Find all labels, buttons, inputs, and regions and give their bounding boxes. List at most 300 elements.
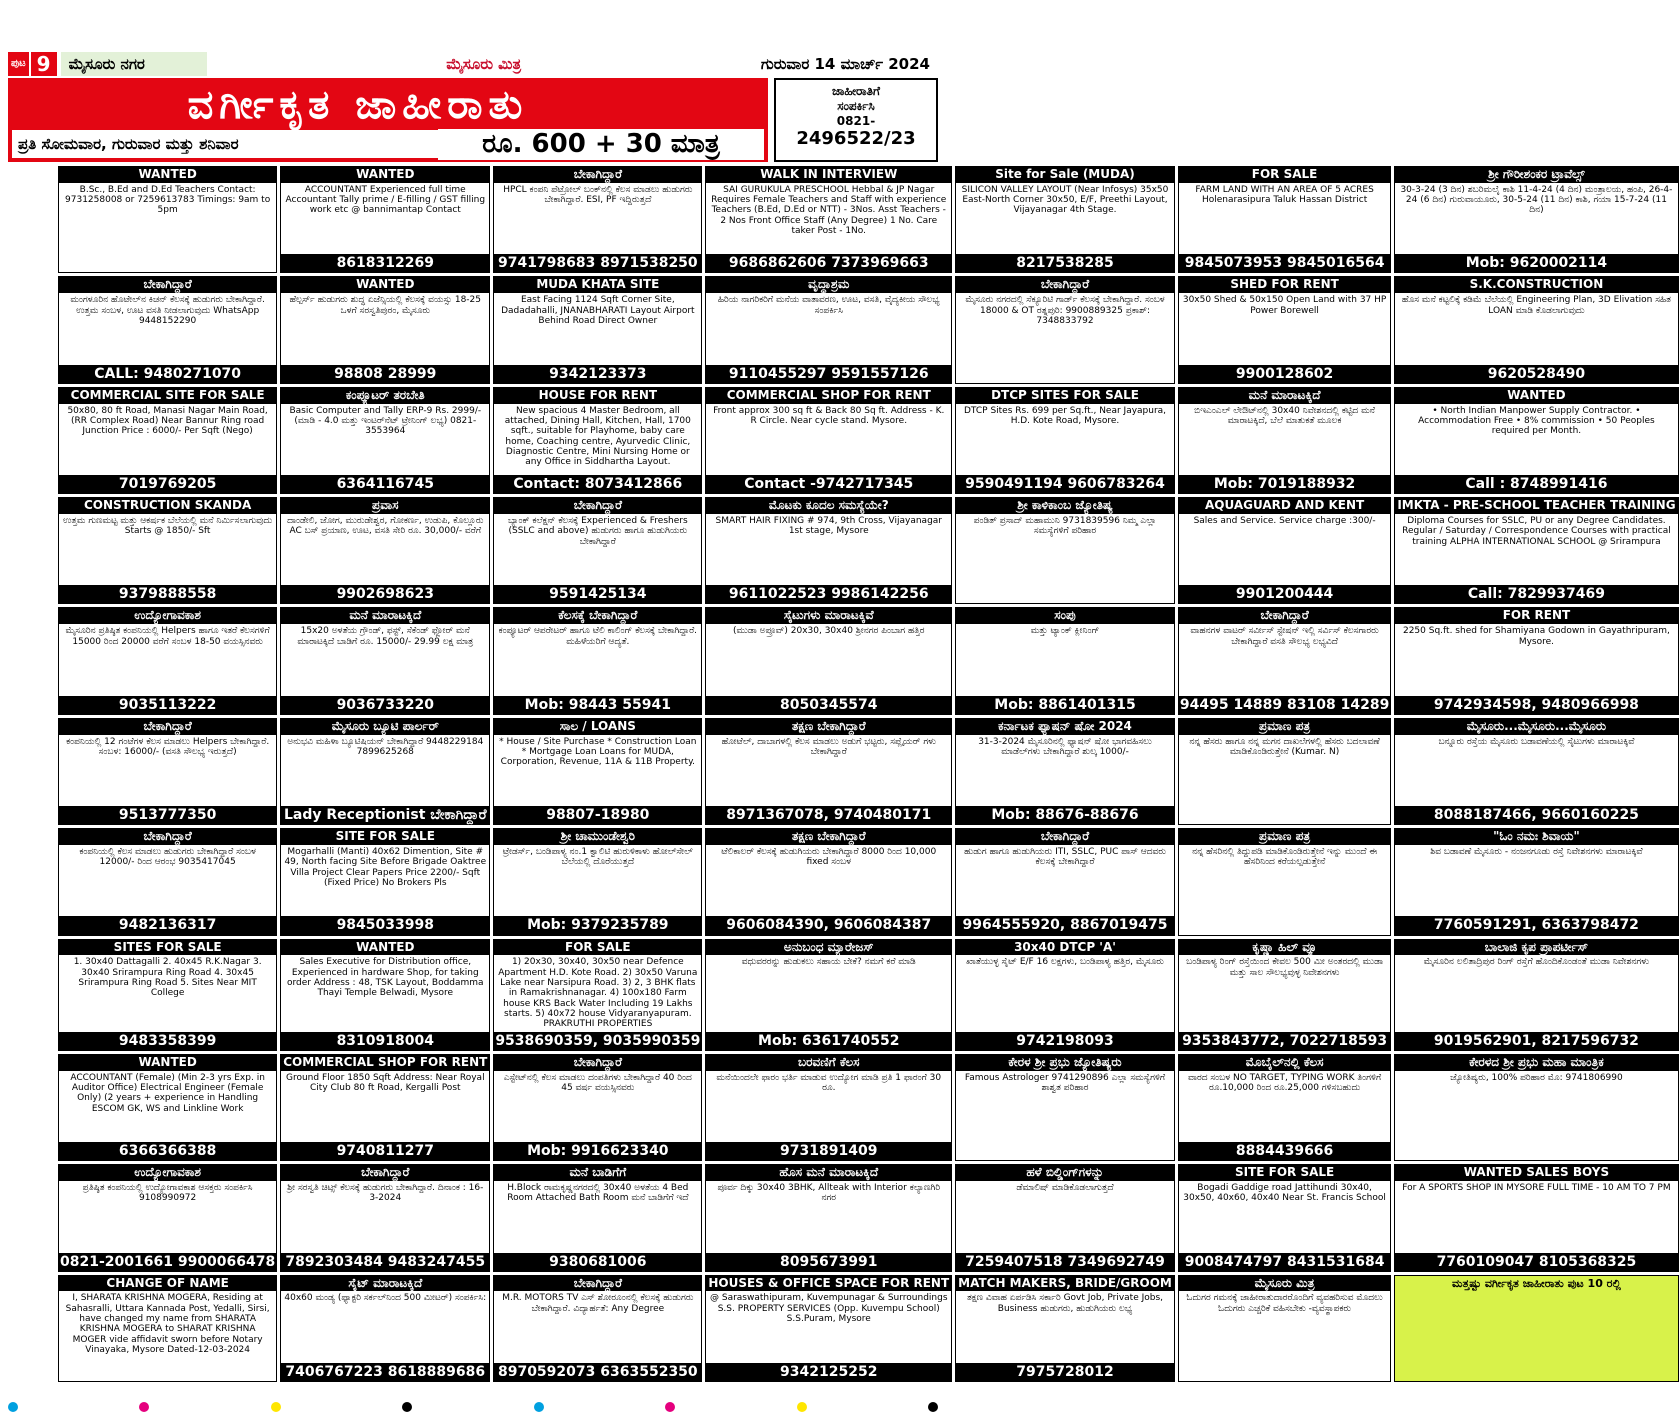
ad-body: ಪೂರ್ವ ದಿಕ್ಕು 30x40 3BHK, Allteak with Interior ಕಲ್ಯಾಣಗಿರಿ ನಗರ — [717, 1183, 941, 1204]
ad-phone: 9845033998 — [281, 916, 489, 934]
ad-heading: MATCH MAKERS, BRIDE/GROOM — [958, 1275, 1172, 1290]
ad-body: H.Block ರಾಮಕೃಷ್ಣನಗರದಲ್ಲಿ 30x40 ಅಳತೆಯ 4 Bed Room Attached Bath Room ಮನೆ ಬಾಡಿಗೆಗೆ ಇದೆ — [507, 1183, 689, 1204]
ad-body: 1. 30x40 Dattagalli 2. 40x45 R.K.Nagar 3. 30x40 Srirampura Ring Road 4. 30x45 Srirampura Ring Road 5. Sites Near MIT College — [73, 957, 262, 999]
classified-ad — [1178, 828, 1391, 935]
ad-heading: ಸಾಲ / LOANS — [494, 719, 701, 735]
ad-body: ಬನ್ನೂರು ರಸ್ತೆಯ ಮೈಸೂರು ಬಡಾವಣೆಯಲ್ಲಿ ಸೈಟುಗಳು ಮಾರಾಟಕ್ಕಿವೆ — [1438, 736, 1635, 747]
classified-ad — [1394, 828, 1678, 935]
ad-body: ವಾಹನಗಳ ವಾಟರ್ ಸರ್ವೀಸ್ ಸ್ಟೇಷನ್ ಇಲ್ಲಿ ಸರ್ವಿಸ್ ಕೆಲಸಗಾರರು ಬೇಕಾಗಿದ್ದಾರೆ ವಸತಿ ಸೌಲಭ್ಯ ಲಭ್ಯವಿದೆ — [1190, 626, 1379, 647]
ad-heading: ಪ್ರಮಾಣ ಪತ್ರ — [1179, 719, 1390, 735]
ad-heading: CONSTRUCTION SKANDA — [59, 498, 276, 514]
ad-heading: ಮೈಸೂರು...ಮೈಸೂರು...ಮೈಸೂರು — [1395, 719, 1677, 735]
ad-heading: ಬೇಕಾಗಿದ್ದಾರೆ — [494, 167, 701, 183]
ad-phone: 9353843772, 7022718593 — [1179, 1032, 1390, 1050]
section-banner — [8, 78, 768, 162]
classified-ad — [493, 1164, 702, 1271]
ad-heading: WALK IN INTERVIEW — [706, 167, 951, 183]
ad-body: ವಾರದ ಸಂಬಳ NO TARGET, TYPING WORK ತಿಂಗಳಿಗೆ ರೂ.10,000 ರಿಂದ ರೂ.25,000 ಗಳಿಸಬಹುದು — [1188, 1072, 1382, 1094]
ad-heading: ಬೇಕಾಗಿದ್ದಾರೆ — [59, 277, 276, 293]
ad-phone: 9379888558 — [59, 585, 276, 603]
ad-phone: 9686862606 7373969663 — [706, 254, 951, 272]
ad-body: ಕಂಪನಿಯಲ್ಲಿ ಕೆಲಸ ಮಾಡಲು ಹುಡುಗರು ಬೇಕಾಗಿದ್ದಾರೆ ಸಂಬಳ 12000/- ರಿಂದ ಆರಂಭ 9035417045 — [79, 847, 256, 868]
classified-ad — [955, 828, 1175, 935]
ad-body: 30x50 Shed & 50x150 Open Land with 37 HP Power Borewell — [1182, 295, 1387, 316]
ad-body: ತಕ್ಷಣ ವಿವಾಹ ಏರ್ಪಡಿಸಿ ಸರ್ಕಾರಿ Govt Job, Private Jobs, Business ಹುಡುಗರು, ಹುಡುಗಿಯರು ಲಭ್ಯ — [967, 1293, 1164, 1314]
ad-phone: 9901200444 — [1179, 585, 1390, 603]
black-dot — [402, 1402, 412, 1412]
ad-body: New spacious 4 Master Bedroom, all attached, Dining Hall, Kitchen, Hall, 1700 sqft., suitable for Playhome, baby care home, Coaching centre, Ayurvedic Clinic, Diagnostic Centre, Mini Nursing Home or any Office in Siddhartha Layout. — [504, 405, 691, 468]
ad-heading: ಪ್ರವಾಸ — [281, 498, 489, 514]
ad-body: ಹುಡುಗ ಹಾಗೂ ಹುಡುಗಿಯರು ITI, SSLC, PUC ಪಾಸ್ ಆದವರು ಕೆಲಸಕ್ಕೆ ಬೇಕಾಗಿದ್ದಾರೆ — [964, 847, 1166, 868]
ad-phone: 98807-18980 — [494, 806, 701, 824]
ad-price: ರೂ. 600 + 30 ಮಾತ್ರ — [438, 129, 764, 160]
ad-heading: Site for Sale (MUDA) — [956, 167, 1174, 183]
ad-phone: Mob: 7019188932 — [1179, 475, 1390, 493]
ad-heading: SITE FOR SALE — [281, 829, 489, 845]
ad-heading: ಬೇಕಾಗಿದ್ದಾರೆ — [59, 719, 276, 735]
ad-heading: WANTED — [59, 1055, 276, 1071]
ad-body: ಮೈಸೂರಿನ ಪ್ರತಿಷ್ಠಿತ ಕಂಪನಿಯಲ್ಲಿ Helpers ಹಾಗೂ ಇತರೆ ಕೆಲಸಗಳಿಗೆ 15000 ರಿಂದ 20000 ವರೆಗೆ ಸಂಬಳ 18-50 ವಯಸ್ಸಿನವರು — [65, 626, 270, 647]
ad-body: ಕಂಪನಿಯಲ್ಲಿ 12 ಗಂಟೆಗಳ ಕೆಲಸ ಮಾಡಲು Helpers ಬೇಕಾಗಿದ್ದಾರೆ. ಸಂಬಳ: 16000/- (ವಸತಿ ಸೌಲಭ್ಯ ಇರುತ್ತದೆ) — [66, 736, 270, 757]
classified-ad — [280, 387, 490, 494]
classified-ad — [1394, 387, 1678, 494]
ad-body: ಮಂಗಳೂರಿನ ಹೊಟೇಲ್‌ನ ಕಿಚನ್ ಕೆಲಸಕ್ಕೆ ಹುಡುಗರು ಬೇಕಾಗಿದ್ದಾರೆ. ಉತ್ತಮ ಸಂಬಳ, ಊಟ ವಸತಿ ನೀಡಲಾಗುವುದು WhatsApp 9448152290 — [70, 295, 265, 326]
classified-ad — [1394, 718, 1678, 825]
ad-heading: ಮನೆ ಬಾಡಿಗೆಗೆ — [494, 1165, 701, 1181]
ad-body: ಬಿಇಎಂಎಲ್ ಲೇಔಟ್‌ನಲ್ಲಿ 30x40 ನಿವೇಶನದಲ್ಲಿ ಕಟ್ಟಿದ ಮನೆ ಮಾರಾಟಕ್ಕಿದೆ, ಬೆಲೆ ಮಾತುಕತೆ ಮೂಲಕ — [1194, 405, 1376, 426]
magenta-dot — [665, 1402, 675, 1412]
ad-heading: ಮೈಸೂರು ಮಿತ್ರ — [1179, 1276, 1390, 1292]
classified-ad — [1178, 387, 1391, 494]
ad-heading: SHED FOR RENT — [1179, 277, 1390, 293]
classified-ad — [705, 607, 952, 714]
classified-ad — [1394, 607, 1678, 714]
classified-ad — [280, 1275, 490, 1382]
ad-body: ಜ್ಯೋತಿಷ್ಯರು, 100% ಪರಿಹಾರ ಮೊ: 9741806990 — [1450, 1072, 1623, 1083]
ad-heading: WANTED SALES BOYS — [1395, 1165, 1677, 1181]
classified-ad — [493, 607, 702, 714]
ad-body: SAI GURUKULA PRESCHOOL Hebbal & JP Nagar Requires Female Teachers and Staff with experience Teachers (B.Ed, D.Ed or NTT) - 3Nos. Asst Teachers - 2 Nos Front Office Staff (Any Degree) 1 No. Care taker Post - 1No. — [711, 184, 947, 237]
classified-ad — [493, 166, 702, 273]
classified-ad — [1394, 1054, 1678, 1161]
ad-body: DTCP Sites Rs. 699 per Sq.ft., Near Jayapura, H.D. Kote Road, Mysore. — [963, 405, 1167, 426]
ad-heading: DTCP SITES FOR SALE — [956, 388, 1174, 404]
ad-heading: 30x40 DTCP 'A' — [956, 940, 1174, 956]
classified-ad — [1178, 607, 1391, 714]
contact-phone: 2496522/23 — [796, 128, 916, 149]
classified-ad — [955, 276, 1175, 383]
ad-heading: "ಓಂ ನಮಃ ಶಿವಾಯ" — [1395, 829, 1677, 845]
ad-heading: ಸೈಟ್ ಮಾರಾಟಕ್ಕಿದೆ — [281, 1276, 489, 1292]
contact-line-1: ಜಾಹೀರಾತಿಗೆ — [832, 84, 880, 98]
classified-ad — [955, 497, 1175, 604]
ad-body: 1) 20x30, 30x40, 30x50 near Defence Apartment H.D. Kote Road. 2) 30x50 Varuna Lake near Narsipura Road. 3) 2, 3 BHK flats in Ramakrishnanagar. 4) 100x180 Farm house KRS Back Water Including 19 Lakhs starts. 5) 40x72 house Vidyaranyapuram. PRAKRUTHI PROPERTIES — [498, 957, 698, 1030]
ad-body: ಶಿವ ಬಡಾವಣೆ ಮೈಸೂರು - ನಂಜನಗೂಡು ರಸ್ತೆ ನಿವೇಶನಗಳು ಮಾರಾಟಕ್ಕಿವೆ — [1430, 847, 1643, 858]
classified-ad — [955, 166, 1175, 273]
ad-heading: CHANGE OF NAME — [59, 1276, 276, 1292]
color-registration-dots — [8, 1400, 938, 1414]
ad-phone: 9482136317 — [59, 916, 276, 934]
ad-body: * House / Site Purchase * Construction Loan * Mortgage Loan Loans for MUDA, Corporation, Revenue, 11A & 11B Property. — [499, 736, 697, 768]
ad-heading: ಬಾಲಾಜಿ ಕೃಪ ಪ್ರಾಪರ್ಟೀಸ್ — [1395, 940, 1677, 956]
ad-body: ಮತ್ತು ಟ್ಯಾಂಕ್ ಕ್ಲೀನಿಂಗ್ — [1030, 626, 1100, 637]
ad-body: 30-3-24 (3 ದಿನ) ಶಬರಿಮಲೈ ಕಾಶಿ 11-4-24 (4 ದಿನ) ಮಂತ್ರಾಲಯ, ಹಂಪಿ, 26-4-24 (6 ದಿನ) ಗುರುವಾಯೂರು, 30-5-24 (11 ದಿನ) ಕಾಶಿ, ಗಯಾ 15-7-24 (11 ದಿನ) — [1400, 184, 1673, 216]
ad-body: Mogarhalli (Manti) 40x62 Dimention, Site # 49, North facing Site Before Brigade Oaktree Villa Project Clear Papers Price 2200/- Sqft (Fixed Price) No Brokers Pls — [284, 847, 487, 889]
ad-body: 2250 Sq.ft. shed for Shamiyana Godown in Gayathripuram, Mysore. — [1402, 626, 1670, 647]
ad-body: Famous Astrologer 9741290896 ಎಲ್ಲಾ ಸಮಸ್ಯೆಗಳಿಗೆ ಶಾಶ್ವತ ಪರಿಹಾರ — [964, 1072, 1166, 1094]
cyan-dot — [8, 1402, 18, 1412]
ad-heading: ಮೊಟಕು ಕೂದಲ ಸಮಸ್ಯೆಯೇ? — [706, 498, 951, 514]
cyan-dot — [534, 1402, 544, 1412]
ad-phone: 9380681006 — [494, 1253, 701, 1271]
ad-phone: 9513777350 — [59, 806, 276, 824]
classified-ad — [58, 1054, 277, 1161]
ad-body: 40x60 ಮಂಡ್ಯ (ಫ್ಯಾಕ್ಟರಿ ಸರ್ಕಲ್‌ನಿಂದ 500 ಮೀಟರ್) ಸಂಪರ್ಕಿಸಿ: — [284, 1293, 487, 1304]
ad-body: ಎಸ್ಟೇಟ್‌ನಲ್ಲಿ ಕೆಲಸ ಮಾಡಲು ದಂಪತಿಗಳು ಬೇಕಾಗಿದ್ದಾರೆ 40 ರಿಂದ 45 ವರ್ಷ ವಯಸ್ಸಿನವರು — [503, 1072, 692, 1094]
ad-heading: WANTED — [281, 277, 489, 293]
ad-phone: 7406767223 8618889686 — [281, 1363, 489, 1381]
ad-phone: Call : 8748991416 — [1395, 475, 1677, 493]
ad-body: • North Indian Manpower Supply Contractor. • Accommodation Free • 8% commission • 50 Peoples required per Month. — [1418, 405, 1655, 437]
classified-ad — [58, 718, 277, 825]
ad-phone: 9902698623 — [281, 585, 489, 603]
classified-ad — [280, 939, 490, 1051]
ad-phone: 9742198093 — [956, 1032, 1174, 1050]
ad-body: ನನ್ನ ಹೆಸರಿನಲ್ಲಿ ತಿದ್ದುಪಡಿ ಮಾಡಿಕೊಂಡಿರುತ್ತೇನೆ ಇನ್ನು ಮುಂದೆ ಈ ಹೆಸರಿನಿಂದ ಕರೆಯಲ್ಪಡುತ್ತೇನೆ — [1192, 847, 1378, 868]
ad-phone: 9845073953 9845016564 — [1179, 254, 1390, 272]
issue-date: ಗುರುವಾರ 14 ಮಾರ್ಚ್ 2024 — [760, 55, 930, 73]
classified-ad — [1394, 939, 1678, 1051]
ad-body: ACCOUNTANT Experienced full time Accountant Tally prime / E-filling / GST filling work etc @ bannimantap Contact — [285, 184, 486, 216]
classified-grid — [58, 166, 1676, 1382]
ad-heading: ಮನೆ ಮಾರಾಟಕ್ಕಿದೆ — [1179, 388, 1390, 404]
ad-heading: ಕಂಪ್ಯೂಟರ್ ತರಬೇತಿ — [281, 388, 489, 404]
classified-ad — [705, 1275, 952, 1382]
classified-ad — [493, 1054, 702, 1161]
ad-body: ಬಂಡಿಪಾಳ್ಯ ರಿಂಗ್ ರಸ್ತೆಯಿಂದ ಕೇವಲ 500 ಮೀ ಅಂತರದಲ್ಲಿ ಮುಡಾ ಮತ್ತು ಸಾಲ ಸೌಲಭ್ಯವುಳ್ಳ ನಿವೇಶನಗಳು — [1186, 957, 1384, 978]
ad-phone: 0821-2001661 9900066478 — [60, 1253, 276, 1270]
ad-heading: WANTED — [1395, 388, 1677, 404]
classified-ad — [58, 387, 277, 494]
ad-body: Front approx 300 sq ft & Back 80 Sq ft. Address - K. R Circle. Near cycle stand. Mysore. — [713, 405, 945, 426]
ad-body: ಪ್ರತಿಷ್ಠಿತ ಕಂಪನಿಯಲ್ಲಿ ಉದ್ಯೋಗಾವಕಾಶ ಆಸಕ್ತರು ಸಂಪರ್ಕಿಸಿ 9108990972 — [82, 1183, 253, 1204]
classified-ad — [1178, 718, 1391, 825]
ad-body: Bogadi Gaddige road Jattihundi 30x40, 30x50, 40x60, 40x40 Near St. Francis School — [1183, 1183, 1386, 1204]
ad-body: SMART HAIR FIXING # 974, 9th Cross, Vijayanagar 1st stage, Mysore — [715, 515, 942, 537]
ad-phone: Mob: 9916623340 — [494, 1142, 701, 1160]
ad-heading: ಬೇಕಾಗಿದ್ದಾರೆ — [956, 277, 1174, 293]
ad-body: East Facing 1124 Sqft Corner Site, Dadadahalli, JNANABHARATI Layout Airport Behind Road Direct Owner — [501, 295, 695, 326]
ad-heading: ಪ್ರಮಾಣ ಪತ್ರ — [1179, 829, 1390, 845]
ad-phone: 8095673991 — [706, 1253, 951, 1271]
ad-body: Sales and Service. Service charge :300/- — [1193, 515, 1376, 526]
ad-phone: 9606084390, 9606084387 — [706, 916, 951, 934]
classified-ad — [280, 828, 490, 935]
ad-phone: Call: 7829937469 — [1395, 585, 1677, 603]
classified-ad — [58, 497, 277, 604]
ad-heading: IMKTA - PRE-SCHOOL TEACHER TRAINING — [1397, 498, 1676, 513]
contact-line-3: 0821- — [836, 114, 876, 128]
ad-heading: ಬೇಕಾಗಿದ್ದಾರೆ — [494, 1055, 701, 1071]
ad-phone: 9740811277 — [281, 1142, 489, 1160]
ad-phone: 9036733220 — [281, 696, 489, 714]
ad-phone: Contact -9742717345 — [706, 475, 951, 493]
ad-heading: FOR RENT — [1395, 608, 1677, 624]
ad-phone: 9538690359, 9035990359 — [495, 1032, 701, 1049]
classified-ad — [705, 387, 952, 494]
ad-heading: HOUSE FOR RENT — [494, 388, 701, 404]
ad-phone: 7019769205 — [59, 475, 276, 493]
ad-body: For A SPORTS SHOP IN MYSORE FULL TIME - 10 AM TO 7 PM — [1402, 1183, 1671, 1194]
ad-heading: ಹಳೆ ಬಿಲ್ಡಿಂಗ್‌ಗಳನ್ನು — [956, 1165, 1174, 1181]
classified-ad — [705, 718, 952, 825]
ad-phone: 9035113222 — [59, 696, 276, 714]
page-box — [8, 52, 207, 76]
contact-line-2: ಸಂಪರ್ಕಿಸಿ — [837, 99, 875, 113]
ad-heading: ಕೇರಳ ಶ್ರೀ ಪ್ರಭು ಜ್ಯೋತಿಷ್ಯರು — [956, 1055, 1174, 1071]
ad-phone: 9900128602 — [1179, 365, 1390, 383]
ad-body: ಓದುಗರ ಗಮನಕ್ಕೆ ಜಾಹೀರಾತುದಾರರೊಂದಿಗೆ ವ್ಯವಹರಿಸುವ ಮೊದಲು ಓದುಗರು ಎಚ್ಚರಿಕೆ ವಹಿಸಬೇಕು -ವ್ಯವಸ್ಥಾಪಕರು — [1186, 1293, 1383, 1314]
classified-ad — [955, 607, 1175, 714]
ad-heading: ಬೇಕಾಗಿದ್ದಾರೆ — [494, 498, 701, 514]
ad-body: ಮೈಸೂರು ನಗರದಲ್ಲಿ ಸೆಕ್ಯೂರಿಟಿ ಗಾರ್ಡ್ ಕೆಲಸಕ್ಕೆ ಬೇಕಾಗಿದ್ದಾರೆ. ಸಂಬಳ 18000 & OT ರತ್ನಪುರಿ: 9900889325 ಪ್ರಕಾಶ್: 7348833792 — [965, 295, 1165, 326]
classified-ad — [493, 497, 702, 604]
ad-body: Basic Computer and Tally ERP-9 Rs. 2999/- (ಮಾಡಿ - 4.0 ಮತ್ತು ಇಂಟರ್‌ನೆಟ್ ಟ್ರೇನಿಂಗ್ ಲಭ್ಯ) 0821-3553964 — [289, 405, 482, 437]
section-title: ವರ್ಗೀಕೃತ ಜಾಹೀರಾತು — [187, 82, 529, 128]
ad-body: Sales Executive for Distribution office, Experienced in hardware Shop, for taking order Address : 48, TSK Layout, Boddamma Thayi Temple Belwadi, Mysore — [286, 957, 484, 999]
ad-phone: 7975728012 — [956, 1363, 1174, 1381]
ad-phone: 98808 28999 — [281, 365, 489, 383]
classified-ad — [280, 276, 490, 383]
classified-ad — [280, 1164, 490, 1271]
ad-body: Diploma Courses for SSLC, PU or any Degree Candidates. Regular / Saturday / Correspondence Courses with practical training ALPHA INTERNATIONAL SCHOOL @ Srirampura — [1402, 515, 1671, 547]
ad-phone: 7760109047 8105368325 — [1395, 1253, 1677, 1271]
ad-heading: FOR SALE — [494, 940, 701, 956]
ad-phone: 8217538285 — [956, 254, 1174, 272]
classified-ad — [1394, 166, 1678, 273]
ad-phone: 9342125252 — [706, 1363, 951, 1381]
ad-phone: 8970592073 6363552350 — [494, 1363, 701, 1381]
ad-phone: Mob: 6361740552 — [706, 1032, 951, 1050]
ad-body: ಖಾತೆಯುಳ್ಳ ಸೈಟ್ E/F 16 ಲಕ್ಷಗಳು, ಬಂಡಿಪಾಳ್ಯ ಹತ್ತಿರ, ಮೈಸೂರು — [966, 957, 1164, 968]
classified-ad — [705, 828, 952, 935]
ad-body: ವಧುವರರನ್ನು ಹುಡುಕಲು ಸಹಾಯ ಬೇಕೆ? ನಮಗೆ ಕರೆ ಮಾಡಿ — [741, 957, 916, 968]
ad-phone: 7892303484 9483247455 — [281, 1253, 489, 1271]
classified-ad — [58, 828, 277, 935]
ad-phone: 9741798683 8971538250 — [494, 254, 701, 272]
ad-heading: ಬರವಣಿಗೆ ಕೆಲಸ — [706, 1055, 951, 1071]
page-number: 9 — [31, 52, 57, 76]
ad-body: ಶ್ರೀ ಸರಸ್ವತಿ ಚಿಟ್ಸ್ ಕೆಲಸಕ್ಕೆ ಹುಡುಗರು ಬೇಕಾಗಿದ್ದಾರೆ. ದಿನಾಂಕ : 16-3-2024 — [287, 1183, 484, 1204]
classified-ad — [58, 607, 277, 714]
classified-ad — [493, 1275, 702, 1382]
ad-body: ಕಂಪ್ಯೂಟರ್ ಆಪರೇಟರ್ ಹಾಗೂ ಟೆಲಿ ಕಾಲಿಂಗ್ ಕೆಲಸಕ್ಕೆ ಬೇಕಾಗಿದ್ದಾರೆ. ಮಹಿಳೆಯರಿಗೆ ಆದ್ಯತೆ. — [498, 626, 698, 647]
classified-ad — [1178, 1275, 1391, 1382]
classified-ad — [955, 718, 1175, 825]
ad-body: FARM LAND WITH AN AREA OF 5 ACRES Holenarasipura Taluk Hassan District — [1195, 184, 1374, 206]
ad-phone: 9591425134 — [494, 585, 701, 603]
ad-heading: SITES FOR SALE — [59, 940, 276, 956]
ad-phone: 9008474797 8431531684 — [1179, 1253, 1390, 1271]
classified-ad — [280, 1054, 490, 1161]
classified-ad — [1178, 497, 1391, 604]
classified-ad — [955, 1164, 1175, 1271]
ad-heading: ಸಂಪು — [956, 608, 1174, 624]
ad-body: @ Saraswathipuram, Kuvempunagar & Surroundings S.S. PROPERTY SERVICES (Opp. Kuvempu School) S.S.Puram, Mysore — [710, 1293, 948, 1325]
ad-body: ಬ್ಯಾಂಕ್ ಕಲೆಕ್ಷನ್ ಕೆಲಸಕ್ಕೆ Experienced & Freshers (SSLC and above) ಹುಡುಗರು ಹಾಗೂ ಹುಡುಗಿಯರು ಬೇಕಾಗಿದ್ದಾರೆ — [507, 515, 688, 547]
ad-phone: 6364116745 — [281, 475, 489, 493]
ad-body: ಅನುಭವಿ ಮಹಿಳಾ ಬ್ಯೂಟಿಷಿಯನ್ ಬೇಕಾಗಿದ್ದಾರೆ 9448229184 7899625268 — [287, 736, 484, 757]
ad-phone: 9483358399 — [59, 1032, 276, 1050]
ad-heading: ಬೇಕಾಗಿದ್ದಾರೆ — [956, 829, 1174, 845]
classified-ad — [1394, 497, 1678, 604]
classified-ad — [280, 166, 490, 273]
ad-heading: ಕರ್ನಾಟಕ ಫ್ಯಾಷನ್ ಷೋ 2024 — [956, 719, 1174, 735]
classified-ad — [955, 1054, 1175, 1161]
ad-heading: ವೃದ್ಧಾಶ್ರಮ — [706, 277, 951, 293]
ad-body: ACCOUNTANT (Female) (Min 2-3 yrs Exp. in Auditor Office) Electrical Engineer (Female Only) (2 years + experience in Handling ESCOM GK, WS and Linkline Work — [70, 1072, 265, 1114]
classified-ad — [705, 939, 952, 1051]
contact-box — [774, 78, 938, 162]
ad-heading: COMMERCIAL SHOP FOR RENT — [283, 1054, 488, 1069]
ad-phone: 9019562901, 8217596732 — [1395, 1032, 1677, 1050]
classified-ad — [493, 276, 702, 383]
ad-phone: 9110455297 9591557126 — [706, 365, 951, 383]
ad-heading: ಅನುಬಂಧ ಮ್ಯಾರೇಜಸ್ — [706, 940, 951, 956]
ad-phone: 8050345574 — [706, 696, 951, 714]
ad-phone: 9342123373 — [494, 365, 701, 383]
ad-phone: 9611022523 9986142256 — [706, 585, 951, 603]
classified-ad — [58, 166, 277, 273]
yellow-dot — [271, 1402, 281, 1412]
ad-heading: ಮೊಬೈಲ್‌ನಲ್ಲಿ ಕೆಲಸ — [1179, 1055, 1390, 1071]
classified-ad — [280, 607, 490, 714]
ad-phone: 9590491194 9606783264 — [956, 475, 1174, 493]
ad-body: ದಾಂಡೇಲಿ, ಜೋಗ, ಮುರುಡೇಶ್ವರ, ಗೋಕರ್ಣ, ಉಡುಪಿ, ಕೊಲ್ಲೂರು AC ಬಸ್ ಪ್ರಯಾಣ, ಊಟ, ವಸತಿ ಸೇರಿ ರೂ. 30,000/- ವರೆಗೆ — [287, 515, 484, 537]
ad-body: HPCL ಕಂಪನಿ ಪೆಟ್ರೋಲ್ ಬಂಕ್‌ನಲ್ಲಿ ಕೆಲಸ ಮಾಡಲು ಹುಡುಗರು ಬೇಕಾಗಿದ್ದಾರೆ. ESI, PF ಇದ್ದಿರುತ್ತದೆ — [503, 184, 693, 206]
ad-heading: FOR SALE — [1179, 167, 1390, 183]
ad-heading: ಬೇಕಾಗಿದ್ದಾರೆ — [59, 829, 276, 845]
page-label: ಪುಟ — [8, 52, 29, 76]
ad-body: B.Sc., B.Ed and D.Ed Teachers Contact: 9731258008 or 7259613783 Timings: 9am to 5pm — [65, 184, 271, 216]
ad-phone: 9731891409 — [706, 1142, 951, 1160]
ad-phone: CALL: 9480271070 — [59, 365, 276, 383]
classified-ad — [705, 1054, 952, 1161]
classified-ad — [955, 1275, 1175, 1382]
ad-heading: WANTED — [281, 940, 489, 956]
ad-phone: Contact: 8073412866 — [494, 475, 701, 493]
ad-heading: ಬೇಕಾಗಿದ್ದಾರೆ — [1179, 608, 1390, 624]
classified-ad — [58, 276, 277, 383]
ad-heading: ಕೃಷ್ಣಾ ಹಿಲ್ ವ್ಯೂ — [1179, 940, 1390, 956]
ad-body: Ground Floor 1850 Sqft Address: Near Royal City Club 80 ft Road, Kergalli Post — [285, 1072, 485, 1094]
ad-phone: 8971367078, 9740480171 — [706, 806, 951, 824]
ad-body: ಉತ್ತಮ ಗುಣಮಟ್ಟ ಮತ್ತು ಆಕರ್ಷಕ ಬೆಲೆಯಲ್ಲಿ ಮನೆ ನಿರ್ಮಿಸಲಾಗುವುದು Starts @ 1850/- Sft — [63, 515, 273, 537]
classified-ad — [58, 939, 277, 1051]
black-dot — [928, 1402, 938, 1412]
ad-heading: ಶ್ರೀ ಕಾಳಿಕಾಂಬ ಜ್ಯೋತಿಷ್ಯ — [956, 498, 1174, 514]
ad-heading: WANTED — [59, 167, 276, 183]
ad-body: ಮೈಸೂರಿನ ಲಲಿತಾದ್ರಿಪುರ ರಿಂಗ್ ರಸ್ತೆಗೆ ಹೊಂದಿಕೊಂಡಂತೆ ಮುಡಾ ನಿವೇಶನಗಳು — [1423, 957, 1650, 968]
classified-ad — [493, 828, 702, 935]
ad-phone: Mob: 88676-88676 — [956, 806, 1174, 824]
ad-phone: 6366366388 — [59, 1142, 276, 1160]
classified-ad — [58, 1164, 277, 1271]
ad-body: I, SHARATA KRISHNA MOGERA, Residing at Sahasralli, Uttara Kannada Post, Yedalli, Sirsi, have changed my name from SHARATA KRISHNA MOGERA to SHARAT KRISHNA MOGER vide affidavit sworn before Notary Vinayaka, Mysore Dated-12-03-2024 — [65, 1293, 270, 1356]
ad-phone: 9742934598, 9480966998 — [1395, 696, 1677, 714]
ad-heading: ಮನೆ ಮಾರಾಟಕ್ಕಿದೆ — [281, 608, 489, 624]
ad-heading: AQUAGUARD AND KENT — [1179, 498, 1390, 514]
ad-body: ಪಂಡಿತ್ ಪ್ರಸಾದ್ ಮಹಾಮುನಿ 9731839596 ನಿಮ್ಮ ಎಲ್ಲಾ ಸಮಸ್ಯೆಗಳಿಗೆ ಪರಿಹಾರ — [973, 515, 1157, 537]
ad-body: ಟ್ರೇಡರ್ಸ್, ಬಂಡಿಪಾಳ್ಯ ನಂ.1 ಕ್ವಾಲಿಟಿ ಹುರುಳಿಕಾಳು ಹೋಲ್‌ಸೇಲ್ ಬೆಲೆಯಲ್ಲಿ ದೊರೆಯುತ್ತದೆ — [502, 847, 693, 868]
ad-body: M.R. MOTORS TV ಎಸ್ ಶೋರೂಂನಲ್ಲಿ ಕೆಲಸಕ್ಕೆ ಹುಡುಗರು ಬೇಕಾಗಿದ್ದಾರೆ. ವಿದ್ಯಾರ್ಹತೆ: Any Degree — [502, 1293, 694, 1314]
classified-ad — [58, 1275, 277, 1382]
classified-ad — [1178, 1054, 1391, 1161]
classified-ad — [1394, 1275, 1678, 1382]
publish-frequency: ಪ್ರತಿ ಸೋಮವಾರ, ಗುರುವಾರ ಮತ್ತು ಶನಿವಾರ — [18, 135, 239, 153]
ad-body: ಡೆಮಾಲಿಷ್ ಮಾಡಿಕೊಡಲಾಗುತ್ತದೆ — [1016, 1183, 1114, 1194]
header-top-row — [8, 52, 938, 76]
ad-heading: ಶ್ರೀ ಗೌರೀಶಂಕರ ಟ್ರಾವೆಲ್ಸ್ — [1395, 167, 1677, 183]
paper-name: ಮೈಸೂರು ಮಿತ್ರ — [446, 55, 522, 73]
ad-heading: SITE FOR SALE — [1179, 1165, 1390, 1181]
ad-body: ಹೊಸ ಮನೆ ಕಟ್ಟಲಿಕ್ಕೆ ಕಡಿಮೆ ಬೆಲೆಯಲ್ಲಿ Engineering Plan, 3D Elivation ಸಹಿತ LOAN ಮಾಡಿ ಕೊಡಲಾಗುವುದು — [1401, 295, 1671, 316]
ad-heading: S.K.CONSTRUCTION — [1395, 277, 1677, 293]
ad-phone: Mob: 8861401315 — [956, 696, 1174, 714]
ad-heading: ತಕ್ಷಣ ಬೇಕಾಗಿದ್ದಾರೆ — [706, 829, 951, 845]
ad-body: (ಮುಡಾ ಅಪ್ರೂವ್) 20x30, 30x40 ಶ್ರೀನಗರ ಪಿಂಬಾಗ ಹತ್ತಿರ — [732, 626, 925, 637]
ad-heading: ಕೇರಳದ ಶ್ರೀ ಪ್ರಭು ಮಹಾ ಮಾಂತ್ರಿಕ — [1395, 1055, 1677, 1071]
ad-heading: WANTED — [281, 167, 489, 183]
classified-ad — [705, 497, 952, 604]
ad-body: ಹಿರಿಯ ನಾಗರಿಕರಿಗೆ ಮನೆಯ ವಾತಾವರಣ, ಊಟ, ವಸತಿ, ವೈದ್ಯಕೀಯ ಸೌಲಭ್ಯ ಸಂಪರ್ಕಿಸಿ — [717, 295, 940, 316]
ad-body: SILICON VALLEY LAYOUT (Near Infosys) 35x50 East-North Corner 30x50, E/F, Preethi Layout, Vijayanagar 4th Stage. — [961, 184, 1169, 216]
ad-heading: ಬೇಕಾಗಿದ್ದಾರೆ — [281, 1165, 489, 1181]
ad-phone: 8884439666 — [1179, 1142, 1390, 1160]
ad-heading: COMMERCIAL SHOP FOR RENT — [706, 388, 951, 404]
ad-body: ಹೋಟೆಲ್, ದಾಬಾಗಳಲ್ಲಿ ಕೆಲಸ ಮಾಡಲು ಅಡುಗೆ ಭಟ್ಟರು, ಸಪ್ಲೈಯರ್ ಗಳು ಬೇಕಾಗಿದ್ದಾರೆ — [721, 736, 936, 757]
ad-body: ಮತ್ತಷ್ಟು ವರ್ಗೀಕೃತ ಜಾಹೀರಾತು ಪುಟ 10 ರಲ್ಲಿ — [1452, 1276, 1621, 1290]
ad-body: 50x80, 80 ft Road, Manasi Nagar Main Road, (RR Complex Road) Near Bannur Ring road Junction Price : 6000/- Per Sqft (Nego) — [67, 405, 268, 437]
ad-phone: 9964555920, 8867019475 — [956, 916, 1174, 934]
ad-phone: 8618312269 — [281, 254, 489, 272]
ad-phone: 8088187466, 9660160225 — [1395, 806, 1677, 824]
ad-phone: Lady Receptionist ಬೇಕಾಗಿದ್ದಾರೆ — [281, 806, 489, 824]
ad-heading: ಸೈಟುಗಳು ಮಾರಾಟಕ್ಕಿವೆ — [706, 608, 951, 624]
ad-heading: ಶ್ರೀ ಚಾಮುಂಡೇಶ್ವರಿ — [494, 829, 701, 845]
classified-ad — [493, 939, 702, 1051]
ad-heading: COMMERCIAL SITE FOR SALE — [59, 388, 276, 404]
yellow-dot — [797, 1402, 807, 1412]
ad-phone: Mob: 9379235789 — [494, 916, 701, 934]
ad-phone: 8310918004 — [281, 1032, 489, 1050]
ad-heading: MUDA KHATA SITE — [494, 277, 701, 293]
ad-heading: ತಕ್ಷಣ ಬೇಕಾಗಿದ್ದಾರೆ — [706, 719, 951, 735]
ad-heading: ಉದ್ಯೋಗಾವಕಾಶ — [59, 1165, 276, 1181]
page-header — [8, 52, 938, 162]
ad-phone: 7259407518 7349692749 — [956, 1253, 1174, 1271]
classified-ad — [705, 276, 952, 383]
city-name: ಮೈಸೂರು ನಗರ — [61, 52, 207, 76]
ad-phone: Mob: 98443 55941 — [494, 696, 701, 714]
ad-heading: ಬೇಕಾಗಿದ್ದಾರೆ — [494, 1276, 701, 1292]
classified-ad — [493, 387, 702, 494]
classified-ad — [1394, 1164, 1678, 1271]
classified-ad — [280, 497, 490, 604]
ad-body: ಮನೆಯಿಂದಲೇ ಫಾರಂ ಭರ್ತಿ ಮಾಡುವ ಉದ್ಯೋಗ ಮಾಡಿ ಪ್ರತಿ 1 ಫಾರಂಗೆ 30 ರೂ. — [716, 1072, 942, 1094]
classified-ad — [1178, 1164, 1391, 1271]
classified-ad — [955, 387, 1175, 494]
